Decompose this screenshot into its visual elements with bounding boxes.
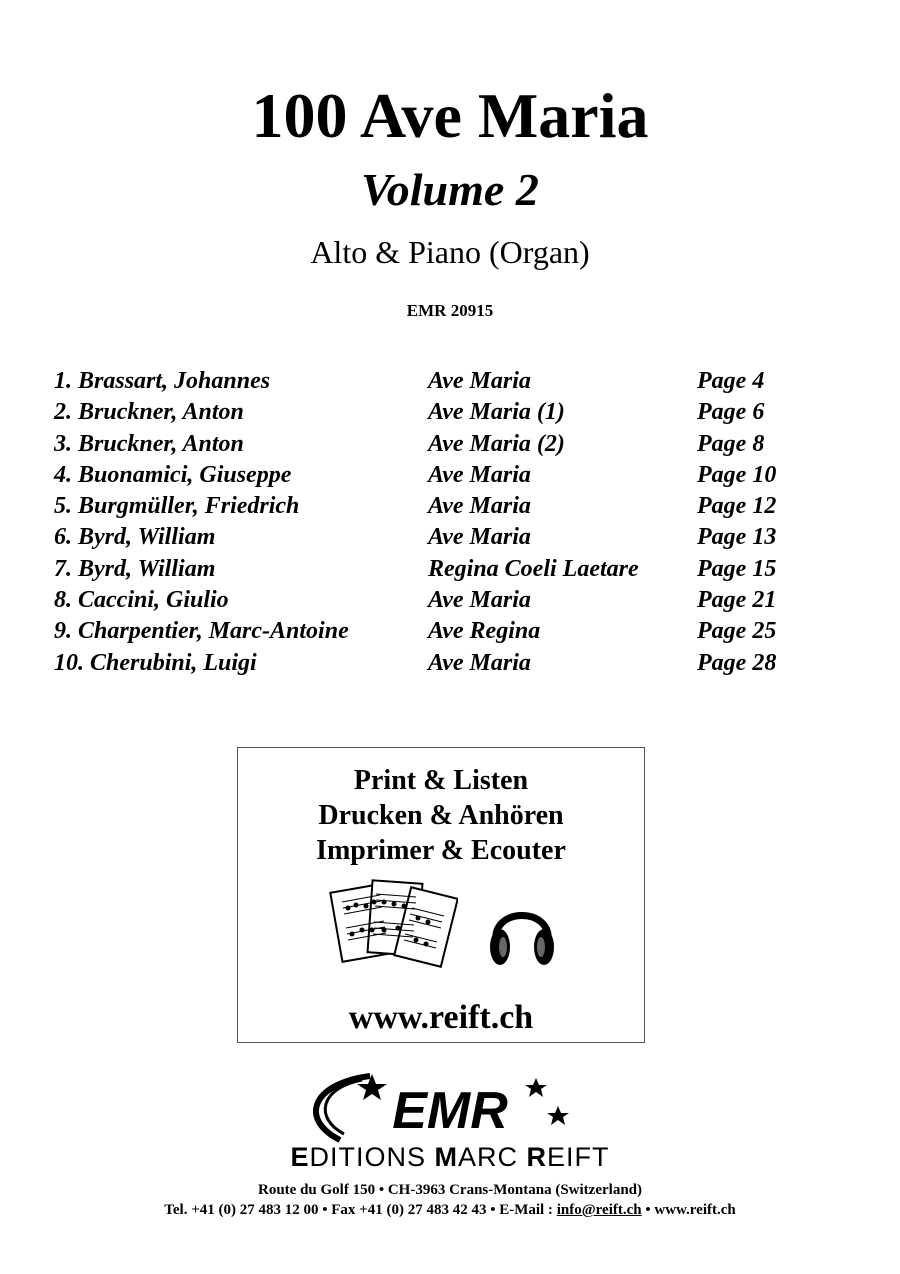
composer: 7. Byrd, William: [54, 555, 216, 582]
contents-row: [54, 585, 834, 616]
contents-row: [54, 522, 834, 553]
publisher-contact: Tel. +41 (0) 27 483 12 00 • Fax +41 (0) 27 483 42 43 • E-Mail : info@reift.ch • www.reift.ch: [164, 1202, 736, 1218]
contents-row: [54, 366, 834, 397]
page-title: 100 Ave Maria: [251, 80, 649, 151]
promo-website: www.reift.ch: [348, 999, 534, 1036]
composer: 2. Bruckner, Anton: [54, 399, 244, 426]
composer: 10. Cherubini, Luigi: [54, 649, 257, 676]
piece-title: Ave Maria: [428, 649, 531, 676]
page-ref: Page 4: [697, 368, 765, 394]
composer: 3. Bruckner, Anton: [54, 430, 244, 457]
emr-logo: [300, 1070, 590, 1145]
contents-row: [54, 429, 834, 460]
promo-line-german: Drucken & Anhören: [318, 800, 564, 831]
contents-row: [54, 397, 834, 428]
catalog-code: EMR 20915: [406, 301, 494, 320]
piece-title: Ave Maria: [428, 587, 531, 614]
logo-letters: EMR: [392, 1082, 508, 1140]
page-ref: Page 8: [697, 430, 765, 457]
print-listen-box: [237, 747, 645, 1043]
composer: 9. Charpentier, Marc-Antoine: [54, 618, 349, 645]
piece-title: Ave Maria: [428, 524, 531, 551]
promo-line-english: Print & Listen: [353, 765, 529, 796]
piece-title: Ave Maria: [428, 493, 531, 520]
piece-title: Ave Maria (2): [428, 430, 565, 457]
page-ref: Page 25: [697, 618, 777, 645]
page-ref: Page 10: [697, 461, 777, 488]
contents-row: [54, 648, 834, 679]
page-ref: Page 13: [697, 524, 777, 551]
page-ref: Page 15: [697, 555, 777, 582]
composer: 4. Buonamici, Giuseppe: [54, 461, 292, 488]
page-ref: Page 6: [697, 399, 765, 426]
contents-row: [54, 460, 834, 491]
page-ref: Page 12: [697, 493, 777, 520]
publisher-name: EDITIONS MARC REIFT: [290, 1142, 610, 1172]
volume-subtitle: Volume 2: [361, 164, 539, 215]
piece-title: Regina Coeli Laetare: [428, 555, 639, 582]
composer: 1. Brassart, Johannes: [54, 368, 271, 394]
publisher-address: Route du Golf 150 • CH-3963 Crans-Montana (Switzerland): [258, 1182, 642, 1198]
contents-row: [54, 616, 834, 647]
piece-title: Ave Regina: [428, 618, 541, 645]
contents-row: [54, 491, 834, 522]
composer: 5. Burgmüller, Friedrich: [54, 493, 300, 520]
contents-row: [54, 554, 834, 585]
piece-title: Ave Maria (1): [428, 399, 565, 426]
piece-title: Ave Maria: [428, 461, 531, 488]
sheet-music-icon: [328, 878, 458, 973]
page-ref: Page 28: [697, 649, 777, 676]
contents-list: [54, 366, 834, 679]
page-ref: Page 21: [697, 587, 777, 614]
email-link[interactable]: info@reift.ch: [556, 1202, 642, 1218]
composer: 8. Caccini, Giulio: [54, 587, 229, 614]
promo-line-french: Imprimer & Ecouter: [316, 835, 566, 866]
headphones-icon: [486, 893, 558, 973]
piece-title: Ave Maria: [428, 368, 531, 394]
instrumentation: Alto & Piano (Organ): [310, 234, 590, 270]
composer: 6. Byrd, William: [54, 524, 216, 551]
